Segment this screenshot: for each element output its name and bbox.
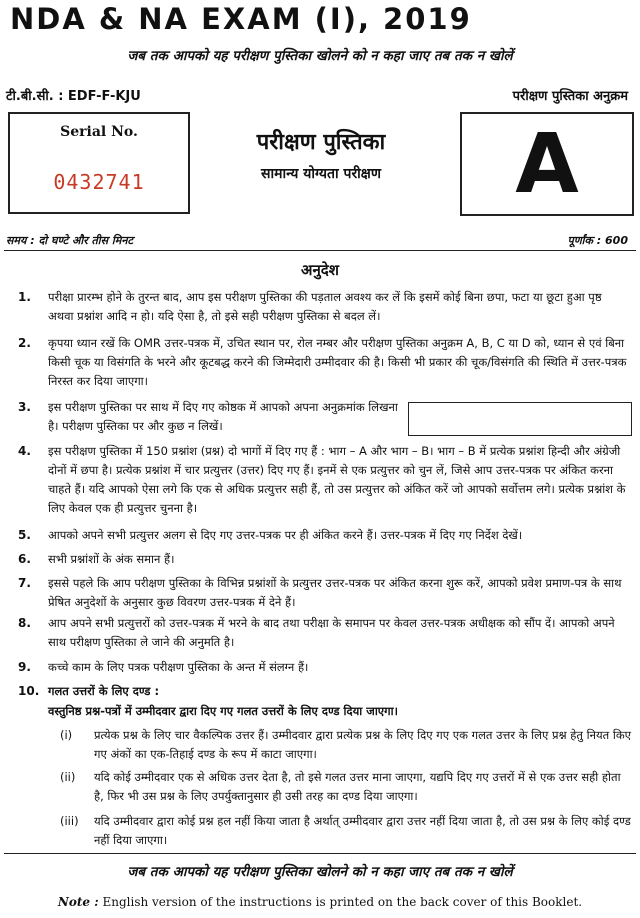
divider [4, 853, 636, 854]
series-letter: A [515, 116, 579, 212]
serial-number: 0432741 [53, 170, 145, 194]
booklet-subtitle: सामान्य योग्यता परीक्षण [261, 166, 381, 182]
tbc-code: टी.बी.सी. : EDF-F-KJU [6, 89, 141, 104]
sequence-label: परीक्षण पुस्तिका अनुक्रम [512, 89, 628, 104]
item-number: 4. [18, 444, 31, 458]
instruction-item [10, 398, 400, 436]
roll-number-box[interactable] [408, 402, 632, 436]
item-text: परीक्षा प्रारम्भ होने के तुरन्त बाद, आप इस परीक्षण पुस्तिका की पड़ताल अवश्य कर लें कि इसमें कोई बिना छपा, फटा या छूटा हुआ पृष्ठ अथवा प्रश्नांश आदि न हो। यदि ऐसा है, तो इसे सही परीक्षण पुस्तिका से बदल लें। [48, 290, 602, 323]
item-text: इस परीक्षण पुस्तिका में 150 प्रश्नांश (प्रश्न) दो भागों में दिए गए हैं : भाग – A और भाग – B। भाग – B में प्रत्येक प्रश्नांश हिन्दी और अंग्रेजी दोनों में छपा है। प्रत्येक प्रश्नांश में चार प्रत्युत्तर (उत्तर) दिए गए हैं। इनमें से एक प्रत्युत्तर को चुन लें, जिसे आप उत्तर-पत्रक पर अंकित करना चाहते हैं। यदि आपको ऐसा लगे कि एक से अधिक प्रत्युत्तर सही हैं, तो उस प्रत्युत्तर को अंकित करें जो आपको सर्वोत्तम लगे। प्रत्येक प्रश्नांश के लिए केवल एक ही प्रत्युत्तर चुनना है। [48, 444, 626, 515]
item-number: 3. [18, 400, 31, 414]
instruction-item [10, 682, 630, 701]
instruction-item [10, 658, 630, 677]
penalty-text: यदि उम्मीदवार द्वारा कोई प्रश्न हल नहीं किया जाता है अर्थात् उम्मीदवार द्वारा उत्तर नहीं दिया जाता है, तो उस प्रश्न के लिए कोई दण्ड नहीं दिया जाएगा। [94, 814, 631, 847]
penalty-text: प्रत्येक प्रश्न के लिए चार वैकल्पिक उत्तर हैं। उम्मीदवार द्वारा प्रत्येक प्रश्न के लिए दिए गए एक गलत उत्तर के लिए प्रश्न हेतु नियत किए गए अंकों का एक-तिहाई दण्ड के रूप में काटा जाएगा। [94, 728, 632, 761]
instruction-item [10, 574, 630, 612]
top-warning: जब तक आपको यह परीक्षण पुस्तिका खोलने को न कहा जाए तब तक न खोलें [127, 48, 513, 64]
instruction-item [10, 526, 630, 545]
item-text: इस परीक्षण पुस्तिका पर साथ में दिए गए कोष्ठक में आपको अपना अनुक्रमांक लिखना है। परीक्षण पुस्तिका पर और कुछ न लिखें। [48, 400, 398, 433]
instruction-item [10, 288, 630, 326]
penalty-intro: वस्तुनिष्ठ प्रश्न-पत्रों में उम्मीदवार द्वारा दिए गए गलत उत्तरों के लिए दण्ड दिया जाएगा। [48, 704, 398, 718]
penalty-number: (iii) [60, 814, 79, 828]
time-allowed: समय : दो घण्टे और तीस मिनट [6, 234, 133, 247]
item-text: इससे पहले कि आप परीक्षण पुस्तिका के विभिन्न प्रश्नांशों के प्रत्युत्तर उत्तर-पत्रक पर अंकित करना शुरू करें, आपको प्रवेश प्रमाण-पत्र के साथ प्रेषित अनुदेशों के अनुसार कुछ विवरण उत्तर-पत्रक में देने हैं। [48, 576, 622, 609]
note-label: Note : [57, 895, 99, 909]
series-box [460, 112, 634, 216]
item-text: आपको अपने सभी प्रत्युत्तर अलग से दिए गए उत्तर-पत्रक पर ही अंकित करने हैं। उत्तर-पत्रक में दिए गए निर्देश देखें। [48, 528, 523, 542]
item-number: 1. [18, 290, 31, 304]
note-text: English version of the instructions is printed on the back cover of this Booklet. [102, 895, 583, 909]
maximum-marks: पूर्णांक : 600 [567, 234, 628, 247]
penalty-item [60, 768, 632, 806]
penalty-text: यदि कोई उम्मीदवार एक से अधिक उत्तर देता है, तो इसे गलत उत्तर माना जाएगा, यद्यपि दिए गए उत्तरों में से एक उत्तर सही होता है, फिर भी उस प्रश्न के लिए उपर्युक्तानुसार ही उसी तरह का दण्ड दिया जाएगा। [94, 770, 621, 803]
divider [4, 250, 636, 251]
item-number: 5. [18, 528, 31, 542]
item-number: 7. [18, 576, 31, 590]
item-text: सभी प्रश्नांशों के अंक समान हैं। [48, 552, 175, 566]
item-number: 8. [18, 616, 31, 630]
penalty-item [60, 726, 632, 764]
booklet-title: परीक्षण पुस्तिका [256, 130, 386, 155]
handwritten-exam-title: NDA & NA EXAM (I), 2019 [10, 2, 472, 36]
english-note [0, 895, 640, 909]
bottom-warning: जब तक आपको यह परीक्षण पुस्तिका खोलने को न कहा जाए तब तक न खोलें [127, 864, 513, 880]
item-number: 9. [18, 660, 31, 674]
instruction-item [10, 334, 630, 391]
serial-label: Serial No. [60, 124, 138, 140]
penalty-number: (ii) [60, 770, 76, 784]
item-text: कृपया ध्यान रखें कि OMR उत्तर-पत्रक में, उचित स्थान पर, रोल नम्बर और परीक्षण पुस्तिका अनुक्रम A, B, C या D को, ध्यान से एवं बिना किसी चूक या विसंगति के भरने और कूटबद्ध करने की जिम्मेदारी उम्मीदवार की है। किसी भी प्रकार की चूक/विसंगति की स्थिति में उत्तर-पत्रक निरस्त कर दिया जाएगा। [48, 336, 627, 388]
item-text: कच्चे काम के लिए पत्रक परीक्षण पुस्तिका के अन्त में संलग्न हैं। [48, 660, 309, 674]
item-text: आप अपने सभी प्रत्युत्तरों को उत्तर-पत्रक में भरने के बाद तथा परीक्षा के समापन पर केवल उत्तर-पत्रक अधीक्षक को सौंप दें। आपको अपने साथ परीक्षण पुस्तिका ले जाने की अनुमति है। [48, 616, 615, 649]
instruction-item [10, 614, 630, 652]
penalty-number: (i) [60, 728, 73, 742]
serial-box [8, 112, 190, 214]
instructions-heading: अनुदेश [301, 261, 339, 279]
item-number: 6. [18, 552, 31, 566]
item-number: 10. [18, 684, 40, 698]
item-text: गलत उत्तरों के लिए दण्ड : [48, 684, 160, 698]
penalty-item [60, 812, 632, 850]
instruction-item [10, 550, 630, 569]
item-number: 2. [18, 336, 31, 350]
instruction-item [10, 442, 630, 518]
